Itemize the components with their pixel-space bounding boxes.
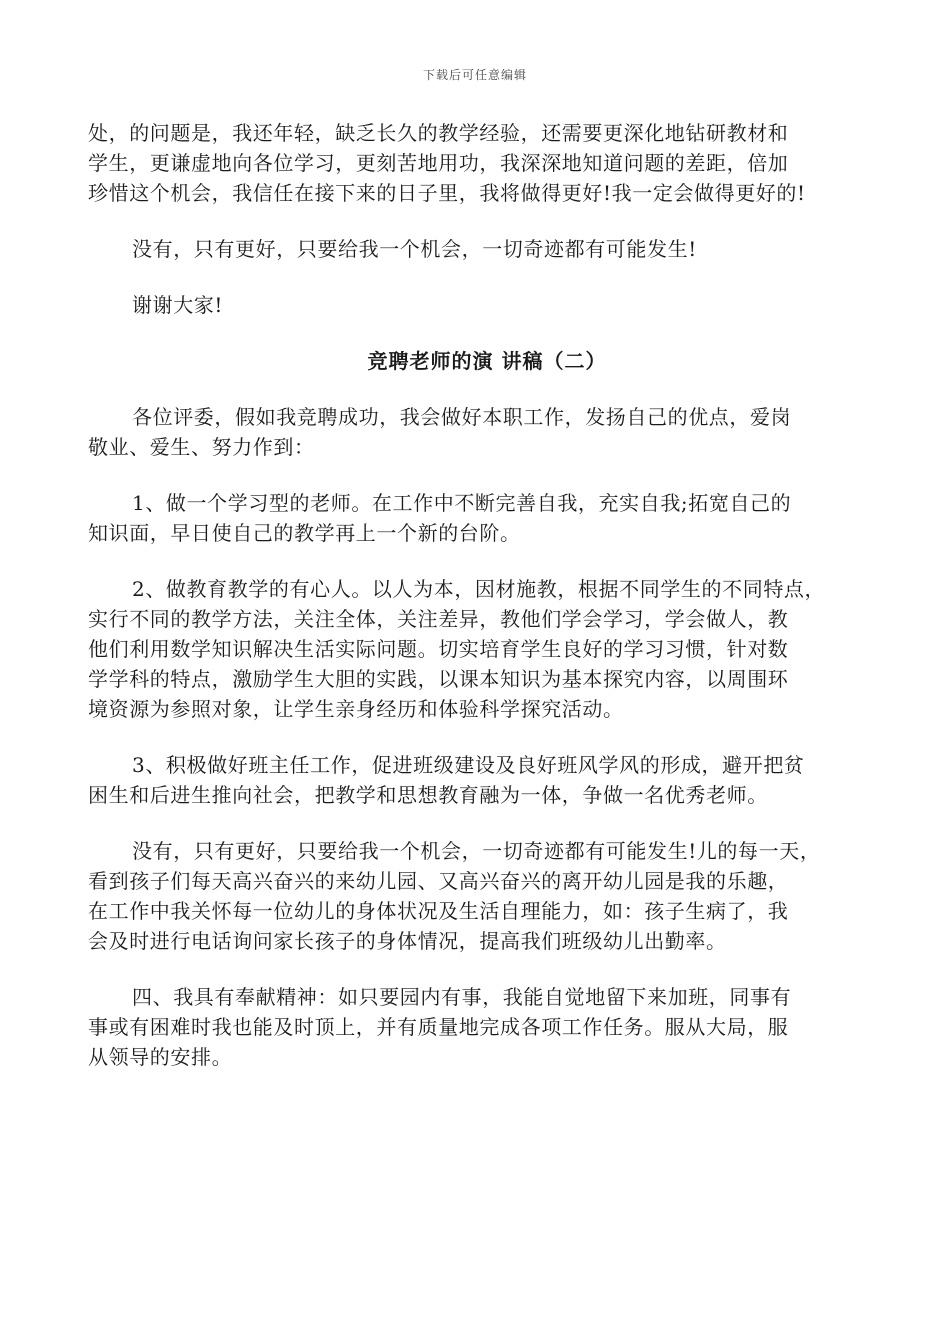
paragraph — [88, 290, 866, 320]
text-line: 珍惜这个机会，我信任在接下来的日子里，我将做得更好!我一定会做得更好的! — [88, 181, 806, 205]
text-line: 他们利用数学知识解决生活实际问题。切实培育学生良好的学习习惯，针对数 — [88, 637, 789, 661]
text-line: 1、做一个学习型的老师。在工作中不断完善自我，充实自我;拓宽自己的 — [132, 491, 792, 515]
section-title: 竞聘老师的演 讲稿（二） — [367, 349, 607, 373]
paragraph — [88, 488, 866, 548]
paragraph — [88, 836, 866, 956]
text-line: 困生和后进生推向社会，把教学和思想教育融为一体，争做一名优秀老师。 — [88, 783, 768, 807]
paragraph — [88, 234, 866, 264]
text-line: 会及时进行电话询问家长孩子的身体情况，提高我们班级幼儿出勤率。 — [88, 929, 727, 953]
text-line: 实行不同的教学方法，关注全体，关注差异，教他们学会学习，学会做人，教 — [88, 607, 789, 631]
paragraph — [88, 118, 866, 208]
text-line: 四、我具有奉献精神：如只要园内有事，我能自觉地留下来加班，同事有 — [132, 985, 792, 1009]
paragraph — [88, 402, 866, 462]
text-line: 学学科的特点，激励学生大胆的实践，以课本知识为基本探究内容，以周围环 — [88, 667, 789, 691]
paragraph — [88, 982, 866, 1072]
text-line: 从领导的安排。 — [88, 1045, 233, 1069]
text-line: 知识面，早日使自己的教学再上一个新的台阶。 — [88, 521, 521, 545]
text-line: 谢谢大家! — [132, 293, 224, 317]
header-note: 下载后可任意编辑 — [422, 68, 527, 82]
text-line: 敬业、爱生、努力作到： — [88, 435, 315, 459]
text-line: 没有，只有更好，只要给我一个机会，一切奇迹都有可能发生!儿的每一天， — [132, 839, 821, 863]
text-line: 没有，只有更好，只要给我一个机会，一切奇迹都有可能发生! — [132, 237, 697, 261]
text-line: 2、做教育教学的有心人。以人为本，因材施教，根据不同学生的不同特点， — [132, 577, 826, 601]
text-line: 各位评委，假如我竞聘成功，我会做好本职工作，发扬自己的优点，爱岗 — [132, 405, 792, 429]
document-body — [88, 118, 866, 1098]
text-line: 学生，更谦虚地向各位学习，更刻苦地用功，我深深地知道问题的差距，倍加 — [88, 151, 789, 175]
paragraph — [88, 750, 866, 810]
text-line: 看到孩子们每天高兴奋兴的来幼儿园、又高兴奋兴的离开幼儿园是我的乐趣， — [88, 869, 789, 893]
text-line: 处，的问题是，我还年轻，缺乏长久的教学经验，还需要更深化地钻研教材和 — [88, 121, 789, 145]
text-line: 境资源为参照对象，让学生亲身经历和体验科学探究活动。 — [88, 697, 624, 721]
text-line: 在工作中我关怀每一位幼儿的身体状况及生活自理能力，如：孩子生病了，我 — [88, 899, 789, 923]
paragraph — [88, 574, 866, 724]
text-line: 事或有困难时我也能及时顶上，并有质量地完成各项工作任务。服从大局，服 — [88, 1015, 789, 1039]
text-line: 3、积极做好班主任工作，促进班级建设及良好班风学风的形成，避开把贫 — [132, 753, 805, 777]
